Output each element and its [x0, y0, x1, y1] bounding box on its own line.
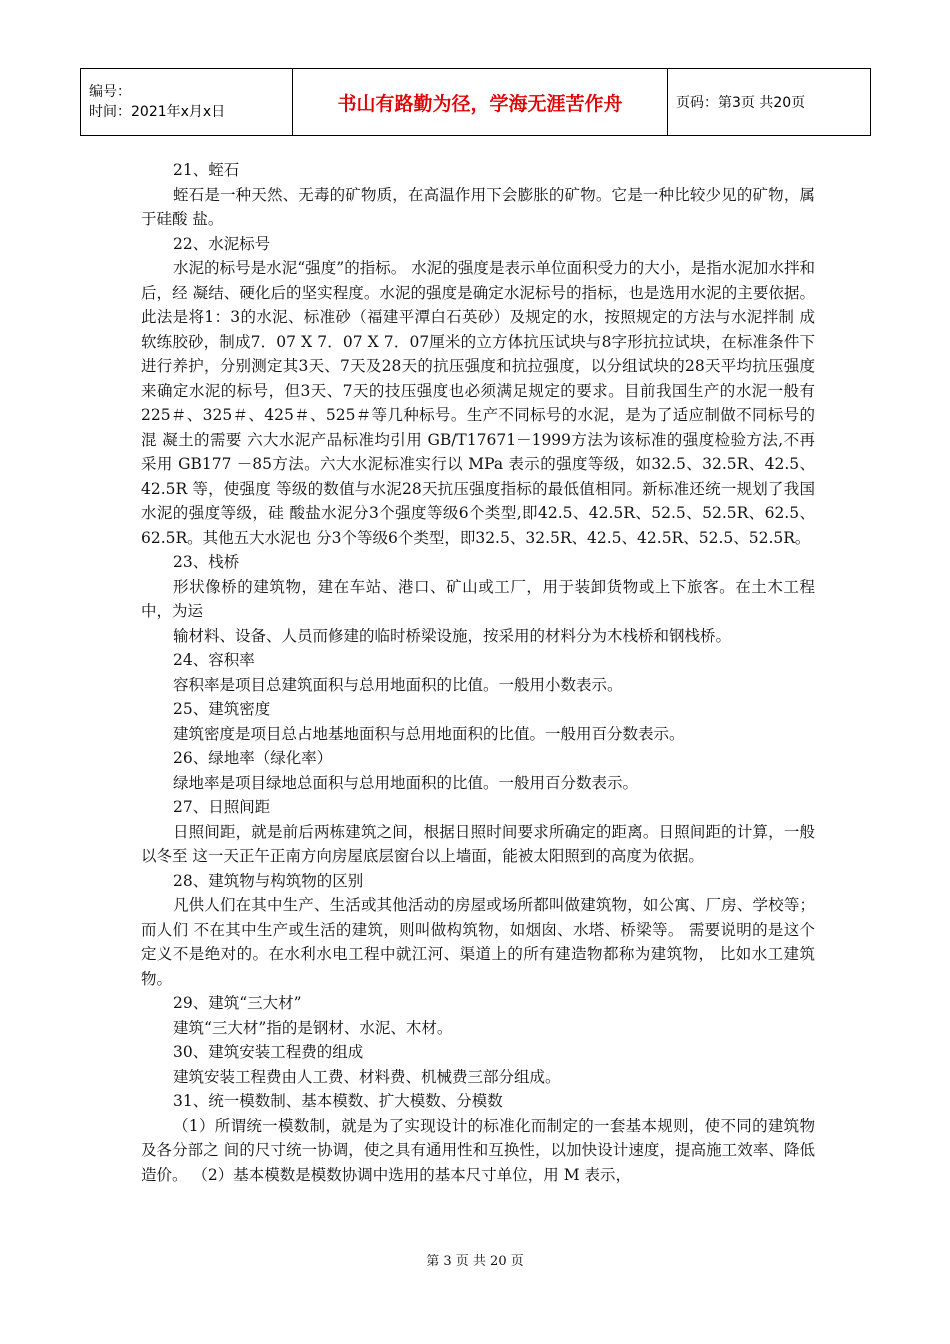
section-title: 23、栈桥 [173, 553, 240, 571]
section-title: 31、统一模数制、基本模数、扩大模数、分模数 [173, 1092, 503, 1110]
page-header [80, 68, 871, 136]
header-page-number: 页码：第3页 共20页 [668, 69, 871, 136]
section-title: 26、绿地率（绿化率） [173, 749, 333, 767]
section-title: 21、蛭石 [173, 161, 240, 179]
section-title: 30、建筑安装工程费的组成 [173, 1043, 364, 1061]
document-number: 编号： [89, 84, 131, 100]
section-paragraph: 水泥的标号是水泥“强度”的指标。 水泥的强度是表示单位面积受力的大小，是指水泥加水拌和后，经 凝结、硬化后的坚实程度。水泥的强度是确定水泥标号的指标，也是选用水泥的主要依据。 此法是将1：3的水泥、标准砂（福建平潭白石英砂）及规定的水，按照规定的方法与水泥拌制 成软练胶砂，制成7．07 X 7．07 X 7．07厘米的立方体抗压试块与8字形抗拉试块，在标准条件下 进行养护，分别测定其3天、7天及28天的抗压强度和抗拉强度，以分组试块的28天平均抗压强度 来确定水泥的标号，但3天、7天的技压强度也必须满足规定的要求。目前我国生产的水泥一般有 225＃、325＃、425＃、525＃等几种标号。生产不同标号的水泥，是为了适应制做不同标号的混 凝土的需要 六大水泥产品标准均引用 GB/T17671－1999方法为该标准的强度检验方法,不再采用 GB177 －85方法。六大水泥标准实行以 MPa 表示的强度等级，如32.5、32.5R、42.5、42.5R 等，使强度 等级的数值与水泥28天抗压强度指标的最低值相同。新标准还统一规划了我国水泥的强度等级，硅 酸盐水泥分3个强度等级6个类型,即42.5、42.5R、52.5、52.5R、62.5、62.5R。其他五大水泥也 分3个等级6个类型，即32.5、32.5R、42.5、42.5R、52.5、52.5R。 [141, 259, 815, 547]
section-paragraph: 建筑密度是项目总占地基地面积与总用地面积的比值。一般用百分数表示。 [173, 724, 685, 743]
section-paragraph: 蛭石是一种天然、无毒的矿物质，在高温作用下会膨胀的矿物。它是一种比较少见的矿物，属于硅酸 盐。 [141, 185, 815, 228]
section-title: 25、建筑密度 [173, 700, 271, 718]
section-paragraph: 日照间距，就是前后两栋建筑之间，根据日照时间要求所确定的距离。日照间距的计算，一般以冬至 这一天正午正南方向房屋底层窗台以上墙面，能被太阳照到的高度为依据。 [141, 822, 815, 865]
document-body [141, 158, 815, 1187]
section-title: 24、容积率 [173, 651, 255, 669]
header-motto: 书山有路勤为径，学海无涯苦作舟 [293, 69, 668, 136]
section-paragraph: 凡供人们在其中生产、生活或其他活动的房屋或场所都叫做建筑物，如公寓、厂房、学校等；而人们 不在其中生产或生活的建筑，则叫做构筑物，如烟囱、水塔、桥梁等。 需要说明的是这个定义不是绝对的。在水利水电工程中就江河、渠道上的所有建造物都称为建筑物， 比如水工建筑物。 [141, 896, 815, 988]
section-paragraph: 建筑“三大材”指的是钢材、水泥、木材。 [173, 1018, 453, 1037]
header-meta [81, 69, 293, 136]
section-title: 27、日照间距 [173, 798, 271, 816]
section-title: 22、水泥标号 [173, 234, 271, 253]
section-title: 28、建筑物与构筑物的区别 [173, 871, 364, 890]
section-paragraph: 建筑安装工程费由人工费、材料费、机械费三部分组成。 [173, 1067, 561, 1086]
section-paragraph: 输材料、设备、人员而修建的临时桥梁设施，按采用的材料分为木栈桥和钢栈桥。 [173, 626, 732, 645]
section-paragraph: 形状像桥的建筑物，建在车站、港口、矿山或工厂，用于装卸货物或上下旅客。在土木工程中，为运 [141, 577, 815, 620]
document-date: 时间：2021年x月x日 [89, 104, 226, 120]
page-footer: 第 3 页 共 20 页 [426, 1254, 524, 1269]
section-paragraph: 容积率是项目总建筑面积与总用地面积的比值。一般用小数表示。 [173, 675, 623, 694]
section-paragraph: 绿地率是项目绿地总面积与总用地面积的比值。一般用百分数表示。 [173, 773, 639, 792]
section-paragraph: （1）所谓统一模数制，就是为了实现设计的标准化而制定的一套基本规则，使不同的建筑物及各分部之 间的尺寸统一协调，使之具有通用性和互换性，以加快设计速度，提高施工效率、降低造价。 （2）基本模数是模数协调中选用的基本尺寸单位，用 M 表示， [141, 1116, 815, 1184]
section-title: 29、建筑“三大材” [173, 994, 302, 1012]
